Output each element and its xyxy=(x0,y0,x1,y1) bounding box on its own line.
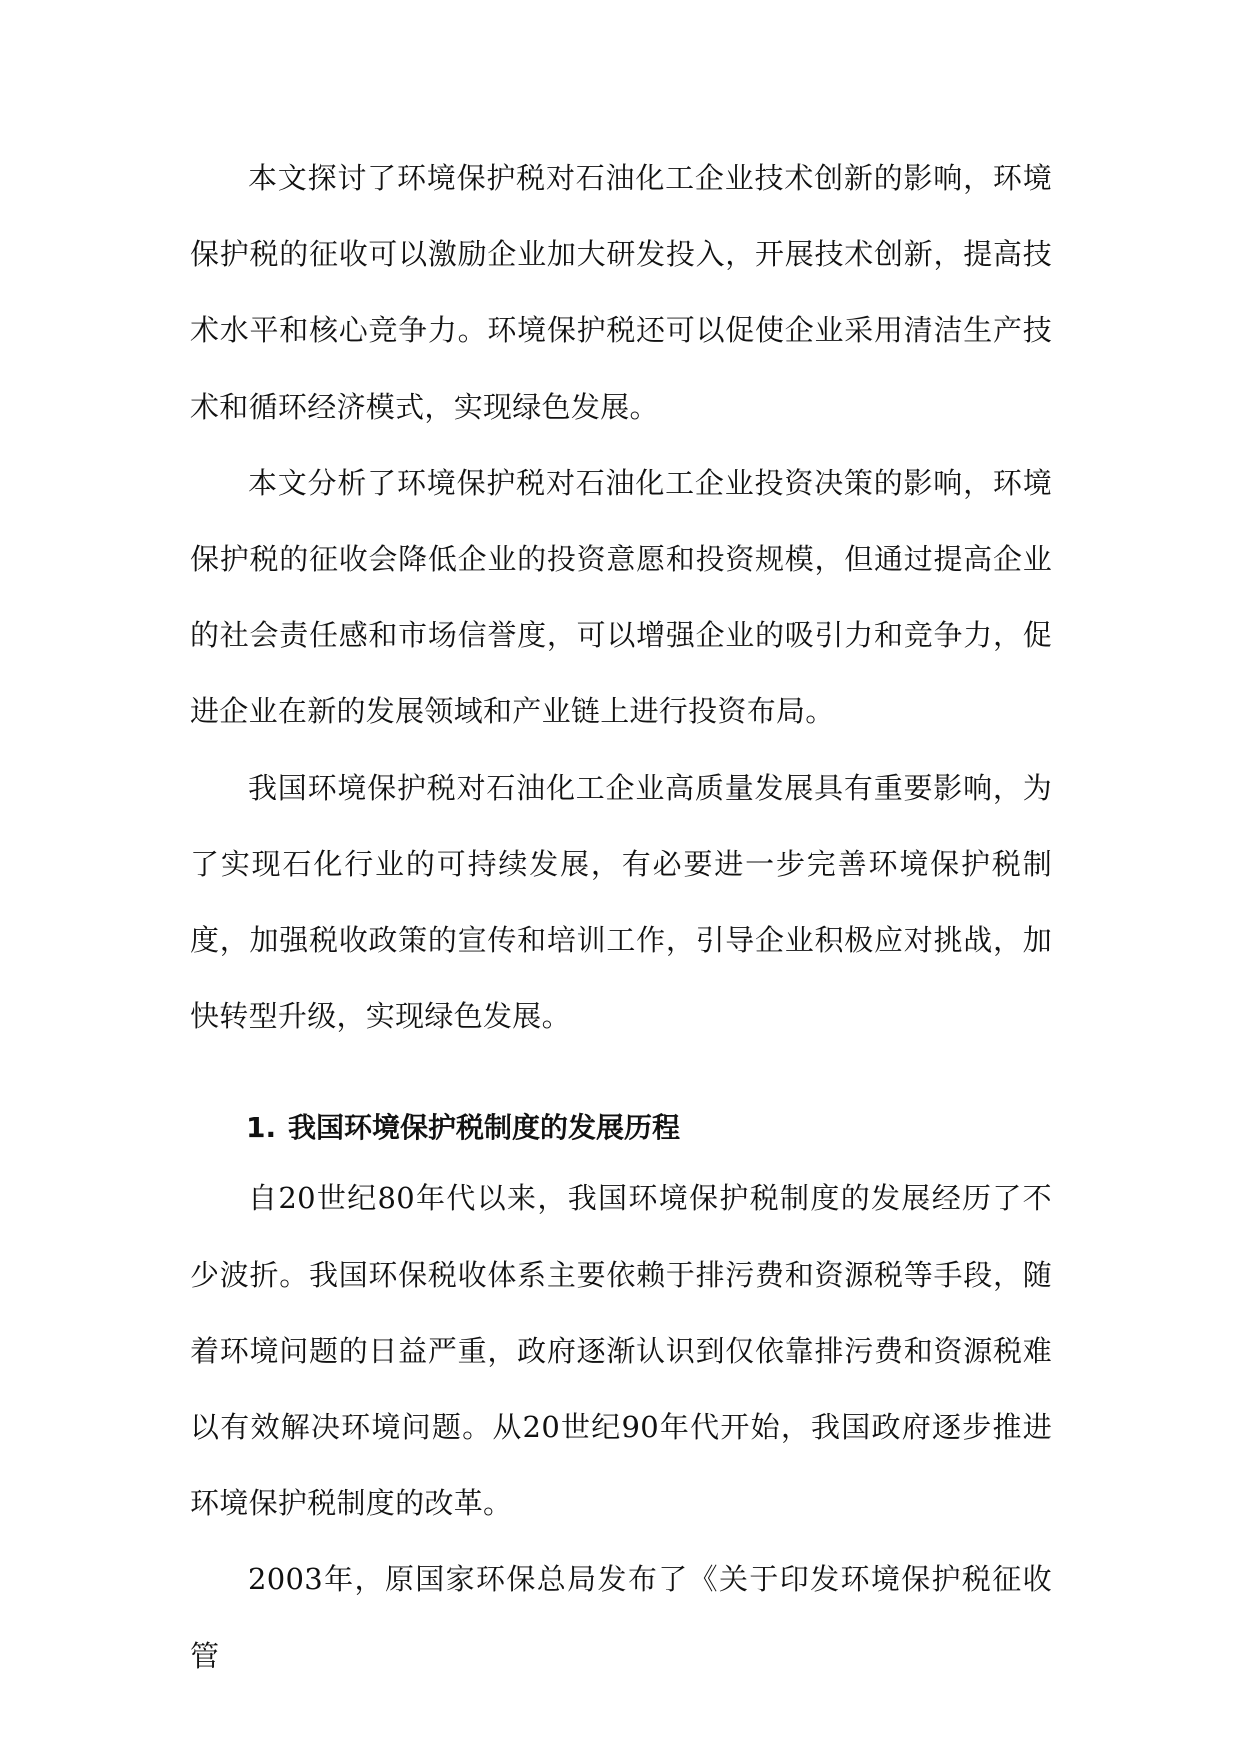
section-number: 1. xyxy=(246,1111,277,1145)
section-heading xyxy=(190,1098,1052,1158)
paragraph-tech-innovation: 本文探讨了环境保护税对石油化工企业技术创新的影响，环境保护税的征收可以激励企业加大研发投入，开展技术创新，提高技术水平和核心竞争力。环境保护税还可以促使企业采用清洁生产技术和循环经济模式，实现绿色发展。 xyxy=(190,161,1052,424)
paragraph-high-quality-development: 我国环境保护税对石油化工企业高质量发展具有重要影响，为了实现石化行业的可持续发展，有必要进一步完善环境保护税制度，加强税收政策的宣传和培训工作，引导企业积极应对挑战，加快转型升级，实现绿色发展。 xyxy=(190,770,1052,1034)
document-body xyxy=(190,140,1052,1694)
section-title: 我国环境保护税制度的发展历程 xyxy=(288,1111,681,1145)
paragraph-development-history: 自20世纪80年代以来，我国环境保护税制度的发展经历了不少波折。我国环保税收体系主要依赖于排污费和资源税等手段，随着环境问题的日益严重，政府逐渐认识到仅依靠排污费和资源税难以有效解决环境问题。从20世纪90年代开始，我国政府逐步推进环境保护税制度的改革。 xyxy=(190,1181,1052,1521)
paragraph-2003: 2003年，原国家环保总局发布了《关于印发环境保护税征收管 xyxy=(190,1562,1052,1673)
paragraph-investment-decision: 本文分析了环境保护税对石油化工企业投资决策的影响，环境保护税的征收会降低企业的投资意愿和投资规模，但通过提高企业的社会责任感和市场信誉度，可以增强企业的吸引力和竞争力，促进企业在新的发展领域和产业链上进行投资布局。 xyxy=(190,465,1052,729)
